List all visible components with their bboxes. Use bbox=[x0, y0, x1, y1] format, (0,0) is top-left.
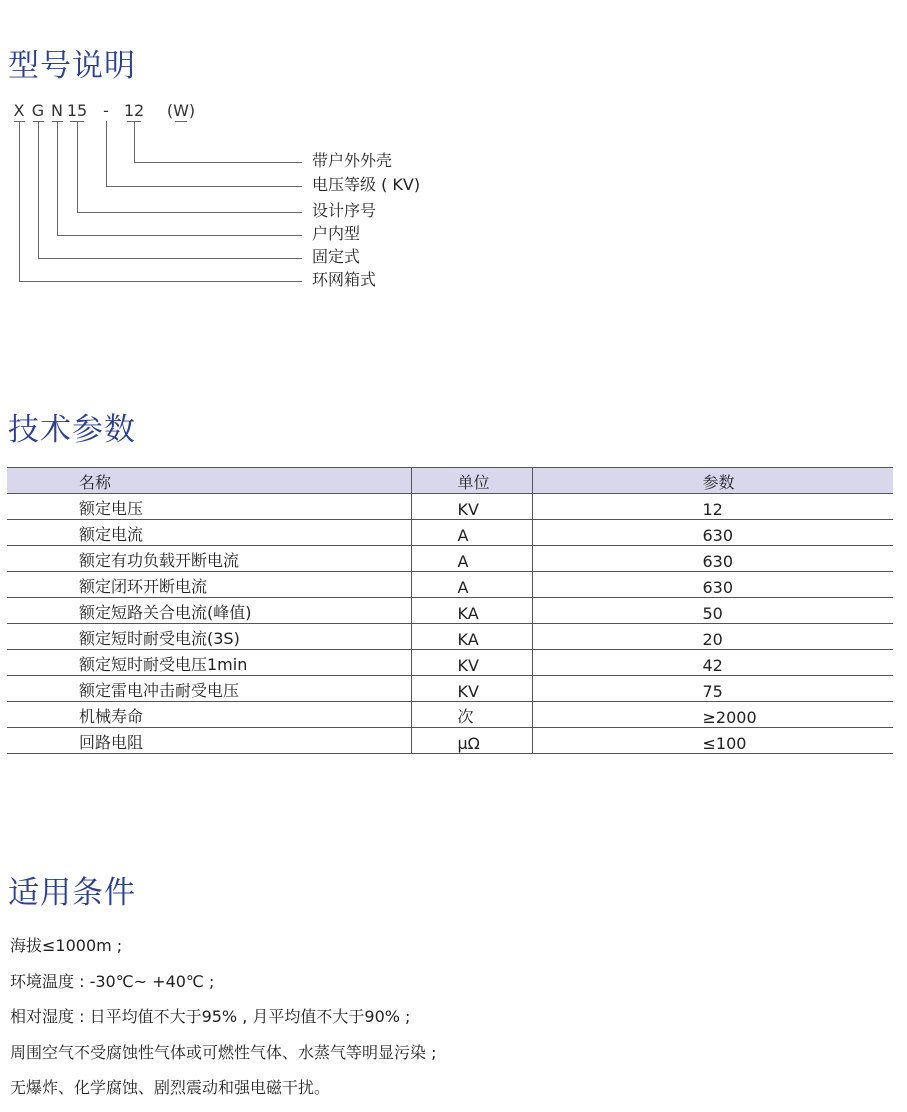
model-code-label: 户内型 bbox=[312, 224, 361, 243]
param-value: ≥2000 bbox=[532, 702, 893, 728]
param-name: 额定短时耐受电压1min bbox=[7, 650, 411, 676]
table-row bbox=[7, 728, 893, 754]
model-code-label: 电压等级 ( KV) bbox=[312, 175, 421, 194]
code-connector-vertical bbox=[57, 121, 58, 235]
code-underline bbox=[175, 121, 187, 122]
param-unit: μΩ bbox=[411, 728, 532, 754]
param-unit: KA bbox=[411, 598, 532, 624]
table-row bbox=[7, 650, 893, 676]
code-connector-horizontal bbox=[77, 212, 302, 213]
table-row bbox=[7, 702, 893, 728]
param-name: 额定雷电冲击耐受电压 bbox=[7, 676, 411, 702]
model-code-part: (W) bbox=[166, 101, 196, 120]
code-connector-horizontal bbox=[57, 235, 302, 236]
param-unit: KV bbox=[411, 650, 532, 676]
condition-item: 环境温度 : -30℃~ +40℃ ; bbox=[10, 971, 215, 991]
model-code-part: N bbox=[51, 101, 63, 120]
header-unit: 单位 bbox=[411, 468, 532, 494]
code-connector-vertical bbox=[77, 121, 78, 212]
header-value: 参数 bbox=[532, 468, 893, 494]
param-unit: A bbox=[411, 546, 532, 572]
param-name: 回路电阻 bbox=[7, 728, 411, 754]
code-connector-horizontal bbox=[19, 281, 302, 282]
param-unit: A bbox=[411, 572, 532, 598]
code-connector-vertical bbox=[106, 121, 107, 186]
param-name: 额定有功负载开断电流 bbox=[7, 546, 411, 572]
table-row bbox=[7, 520, 893, 546]
param-unit: KV bbox=[411, 676, 532, 702]
conditions-heading: 适用条件 bbox=[8, 875, 136, 911]
condition-item: 周围空气不受腐蚀性气体或可燃性气体、水蒸气等明显污染 ; bbox=[10, 1042, 437, 1062]
model-code-label: 环网箱式 bbox=[312, 270, 377, 289]
table-row bbox=[7, 598, 893, 624]
param-unit: KA bbox=[411, 624, 532, 650]
model-code-diagram bbox=[0, 96, 460, 296]
param-unit: 次 bbox=[411, 702, 532, 728]
conditions-list bbox=[10, 934, 436, 1112]
model-code-part: 15 bbox=[66, 101, 88, 120]
condition-item: 相对湿度 : 日平均值不大于95% , 月平均值不大于90% ; bbox=[10, 1007, 411, 1026]
code-connector-horizontal bbox=[38, 258, 302, 259]
param-value: 75 bbox=[532, 676, 893, 702]
model-code-part: - bbox=[103, 101, 109, 120]
param-name: 额定电流 bbox=[7, 520, 411, 546]
table-row bbox=[7, 676, 893, 702]
param-name: 额定短路关合电流(峰值) bbox=[7, 598, 411, 624]
param-value: 50 bbox=[532, 598, 893, 624]
param-unit: KV bbox=[411, 494, 532, 520]
model-code-part: 12 bbox=[123, 101, 145, 120]
code-connector-horizontal bbox=[134, 162, 302, 163]
tech-params-heading: 技术参数 bbox=[8, 412, 136, 448]
param-name: 额定电压 bbox=[7, 494, 411, 520]
model-heading: 型号说明 bbox=[8, 48, 136, 84]
code-connector-vertical bbox=[19, 121, 20, 281]
table-row bbox=[7, 572, 893, 598]
condition-item: 无爆炸、化学腐蚀、剧烈震动和强电磁干扰。 bbox=[10, 1078, 331, 1097]
param-value: 630 bbox=[532, 546, 893, 572]
model-code-label: 设计序号 bbox=[312, 201, 377, 220]
param-name: 机械寿命 bbox=[7, 702, 411, 728]
model-code-label: 固定式 bbox=[312, 247, 361, 266]
model-code-part: X bbox=[13, 101, 25, 120]
param-value: 630 bbox=[532, 520, 893, 546]
param-value: 12 bbox=[532, 494, 893, 520]
table-row bbox=[7, 494, 893, 520]
param-unit: A bbox=[411, 520, 532, 546]
param-value: 630 bbox=[532, 572, 893, 598]
tech-params-table bbox=[7, 467, 893, 754]
table-row bbox=[7, 624, 893, 650]
model-code-label: 带户外外壳 bbox=[312, 151, 393, 170]
param-value: 20 bbox=[532, 624, 893, 650]
param-name: 额定短时耐受电流(3S) bbox=[7, 624, 411, 650]
code-connector-vertical bbox=[134, 121, 135, 162]
param-value: ≤100 bbox=[532, 728, 893, 754]
table-row bbox=[7, 546, 893, 572]
code-connector-vertical bbox=[38, 121, 39, 258]
condition-item: 海拔≤1000m ; bbox=[10, 936, 123, 955]
code-connector-horizontal bbox=[106, 186, 302, 187]
model-code-part: G bbox=[31, 101, 45, 120]
table-header-row bbox=[7, 468, 893, 494]
param-name: 额定闭环开断电流 bbox=[7, 572, 411, 598]
header-name: 名称 bbox=[7, 468, 411, 494]
param-value: 42 bbox=[532, 650, 893, 676]
